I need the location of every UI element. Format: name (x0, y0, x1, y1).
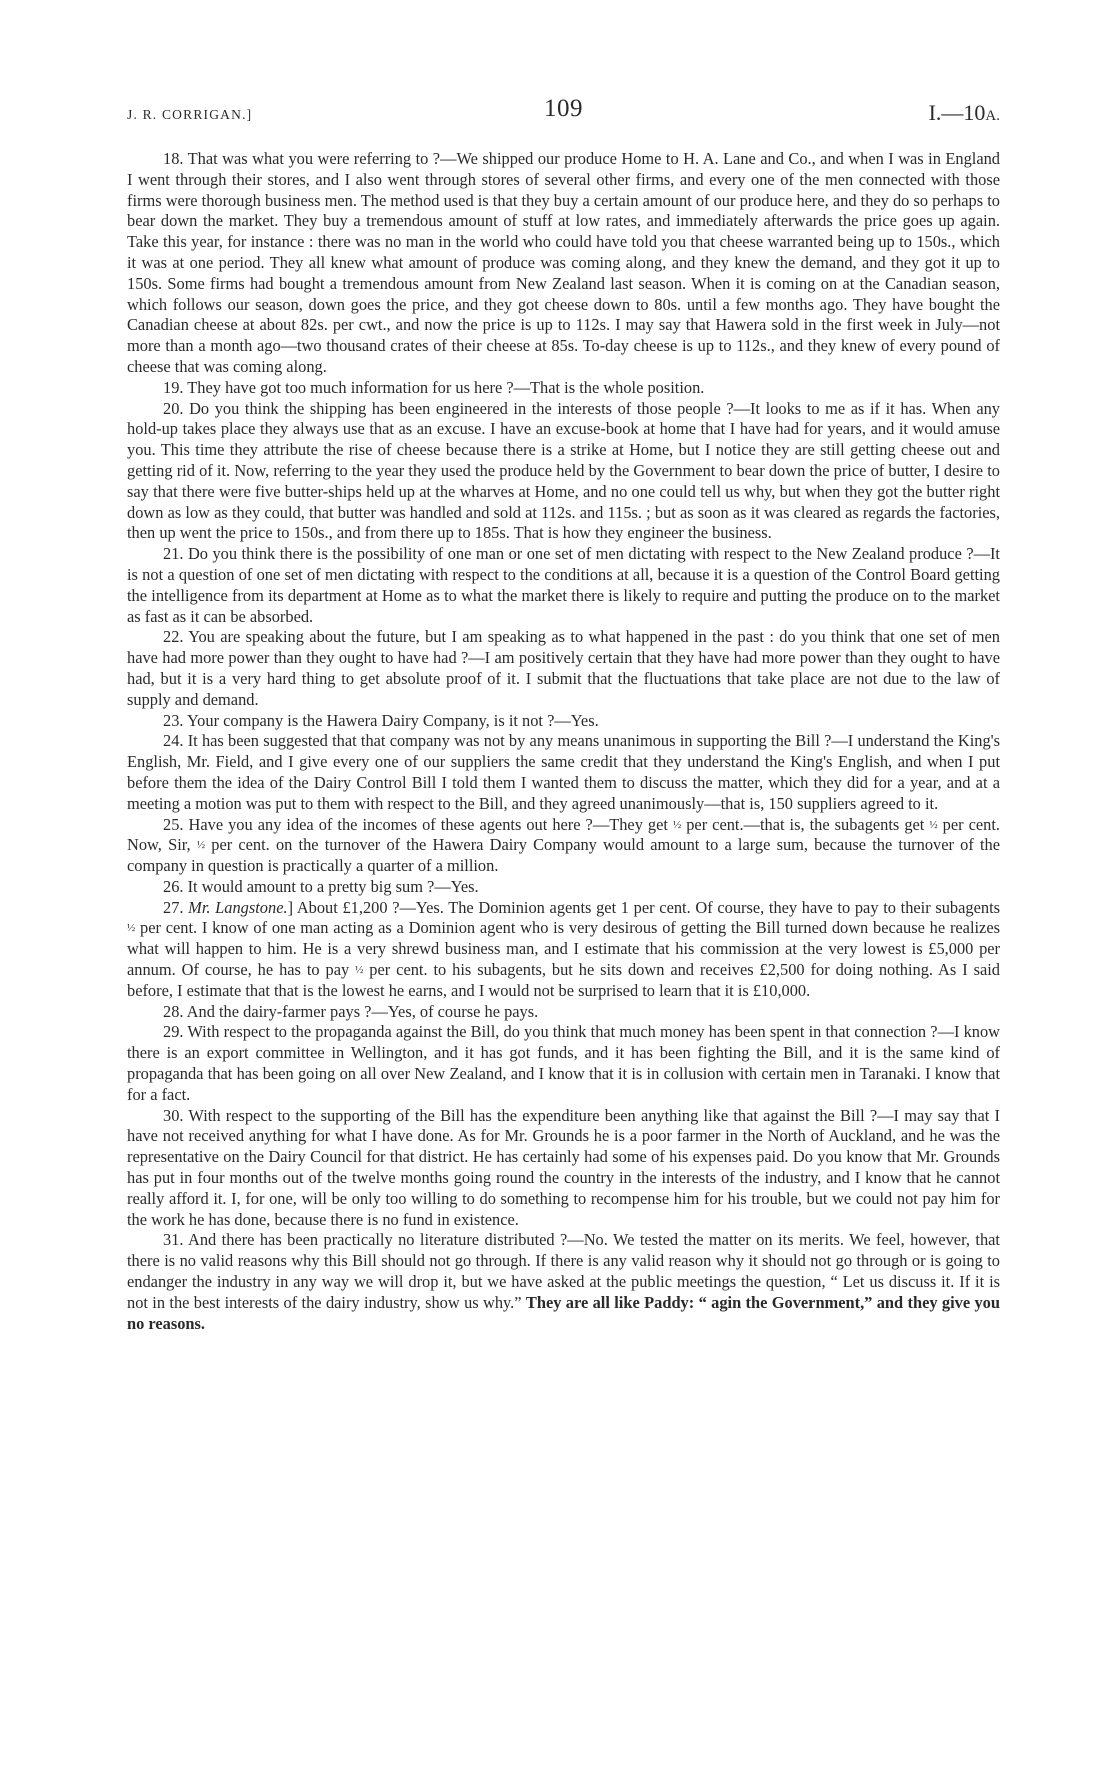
paragraph-31-part-a: 31. And there has been practically no literature distributed ?—No. We tested the matter on its merits. We feel, however, that there is no valid reasons why this Bill should not go through. If there is any valid reason why it should not go through or is going to endanger the industry in any way we will drop it, but we have asked at the public meetings the question, “ Let us discuss it. If it is not in the best interests of the dairy industry, show us why.” (127, 1230, 1000, 1312)
paragraph-27 (127, 898, 1000, 1002)
paragraph-20: 20. Do you think the shipping has been engineered in the interests of those people ?—It looks to me as if it has. When any hold-up takes place they always use that as an excuse. I have an excuse-book at home that I have had for years, and it would amuse you. This time they attribute the rise of cheese because there is a strike at Home, but I notice they are still getting cheese out and getting rid of it. Now, referring to the year they used the produce held by the Government to bear down the price of butter, I desire to say that there were five butter-ships held up at the wharves at Home, and no one could tell us why, but when they got the butter right down as low as they could, that butter was handled and sold at 112s. and 115s. ; but as soon as it was cleared as regards the factories, then up went the price to 150s., and from there up to 185s. That is how they engineer the business. (127, 398, 1000, 543)
paragraph-25 (127, 815, 1000, 877)
paragraph-18: 18. That was what you were referring to ?—We shipped our produce Home to H. A. Lane and Co., and when I was in England I went through their stores, and I also went through stores of several other firms, and every one of the men connected with those firms were thorough business men. The method used is that they buy a certain amount of our produce here, and they do so perhaps to bear down the market. They buy a tremendous amount of stuff at low rates, and immediately afterwards the price goes up again. Take this year, for instance : there was no man in the world who could have told you that cheese warranted being up to 150s., which it was at one period. They all knew what amount of produce was coming along, and they knew the demand, and they got it up to 150s. Some firms had bought a tremendous amount from New Zealand last season. When it is coming on at the Canadian season, which follows our season, down goes the price, and they got cheese down to 80s. until a few months ago. They have bought the Canadian cheese at about 82s. per cwt., and now the price is up to 112s. I may say that Hawera sold in the first week in July—not more than a month ago—two thousand crates of their cheese at 85s. To-day cheese is up to 112s., and they knew of every pound of cheese that was coming along. (127, 149, 1000, 376)
paragraph-19: 19. They have got too much information for us here ?—That is the whole position. (163, 377, 705, 397)
paragraph-25-part-a: 25. Have you any idea of the incomes of these agents out here ?—They get (163, 814, 673, 834)
paragraph-30: 30. With respect to the supporting of the Bill has the expenditure been anything like that against the Bill ?—I may say that I have not received anything for what I have done. As for Mr. Grounds he is a poor farmer in the North of Auckland, and he was the representative on the Dairy Council for that district. He has certainly had some of his expenses paid. Do you know that Mr. Grounds has put in four months out of the twelve months going round the country in the interests of the industry, and I know that he cannot really afford it. I, for one, will be only too willing to do something to recompense him for his trouble, but we could not pay him for the work he has done, because there is no fund in existence. (127, 1105, 1000, 1229)
document-reference-suffix: A. (985, 108, 1000, 124)
paragraph-27-part-c: per cent. to his subagents, but he sits down and receives £2,500 for doing nothing. As I said before, I estimate that that is the lowest he earns, and I would not be surprised to learn that it is £10,000. (127, 960, 1000, 1000)
paragraph-31-part-b: They are all like Paddy: “ agin the Government,” and they give you no reasons. (127, 1292, 1000, 1333)
fraction-half: ½ (127, 922, 136, 935)
speaker-name: Mr. Langstone. (188, 897, 288, 917)
document-page (127, 95, 1000, 1334)
paragraph-25-part-b: per cent.—that is, the subagents get (681, 814, 930, 834)
paragraph-27-part-a: ] About £1,200 ?—Yes. The Dominion agents get 1 per cent. Of course, they have to pay to their subagents (287, 897, 1000, 917)
document-reference-main: I.—10 (928, 100, 986, 125)
paragraph-27-part-b: per cent. I know of one man acting as a Dominion agent who is very desirous of getting the Bill turned down because he realizes what will happen to him. He is a very shrewd business man, and I estimate that his commission at the very lowest is £5,000 per annum. Of course, he has to pay (127, 918, 1000, 980)
paragraph-26: 26. It would amount to a pretty big sum ?—Yes. (163, 876, 479, 896)
fraction-half: ½ (672, 818, 682, 831)
paragraph-25-part-d: per cent. on the turnover of the Hawera Dairy Company would amount to a large sum, because the turnover of the company in question is practically a quarter of a million. (127, 835, 1001, 876)
fraction-half: ½ (196, 839, 206, 852)
paragraph-23: 23. Your company is the Hawera Dairy Company, is it not ?—Yes. (163, 710, 599, 730)
witness-name: J. R. CORRIGAN.] (127, 107, 253, 122)
paragraph-31 (127, 1230, 1000, 1334)
paragraph-28: 28. And the dairy-farmer pays ?—Yes, of course he pays. (163, 1001, 539, 1021)
paragraph-21: 21. Do you think there is the possibility of one man or one set of men dictating with respect to the New Zealand produce ?—It is not a question of one set of men dictating with respect to the conditions at all, because it is a question of the Control Board getting the intelligence from its department at Home as to what the market there is likely to require and putting the produce on to the market as fast as it can be absorbed. (127, 544, 1000, 626)
page-number: 109 (544, 95, 583, 122)
document-body (127, 149, 1000, 1334)
fraction-half: ½ (355, 964, 364, 977)
paragraph-22: 22. You are speaking about the future, but I am speaking as to what happened in the past : do you think that one set of men have had more power than they ought to have had ?—I am positively certain that they have had more power than they ought to have had, but it is a very hard thing to get absolute proof of it. I submit that the fluctuations that take place are not due to the law of supply and demand. (127, 627, 1000, 709)
paragraph-24: 24. It has been suggested that that company was not by any means unanimous in supporting the Bill ?—I understand the King's English, Mr. Field, and I give every one of our suppliers the same credit that they understand the King's English, and when I put before them the idea of the Dairy Control Bill I told them I wanted them to discuss the matter, which they did for a year, and at a meeting a motion was put to them with respect to the Bill, and they agreed unanimously—that is, 150 suppliers agreed to it. (127, 731, 1000, 813)
paragraph-29: 29. With respect to the propaganda against the Bill, do you think that much money has been spent in that connection ?—I know there is an export committee in Wellington, and it has got funds, and it has been fighting the Bill, and it is the same kind of propaganda that has been going on all over New Zealand, and I know that it is in collusion with certain men in Taranaki. I know that for a fact. (127, 1022, 1000, 1104)
paragraph-27-number: 27. (163, 897, 189, 917)
document-reference (929, 100, 1000, 126)
page-header (127, 95, 1000, 135)
fraction-half: ½ (929, 818, 938, 831)
paragraph-25-part-c: per cent. Now, Sir, (127, 814, 1000, 855)
